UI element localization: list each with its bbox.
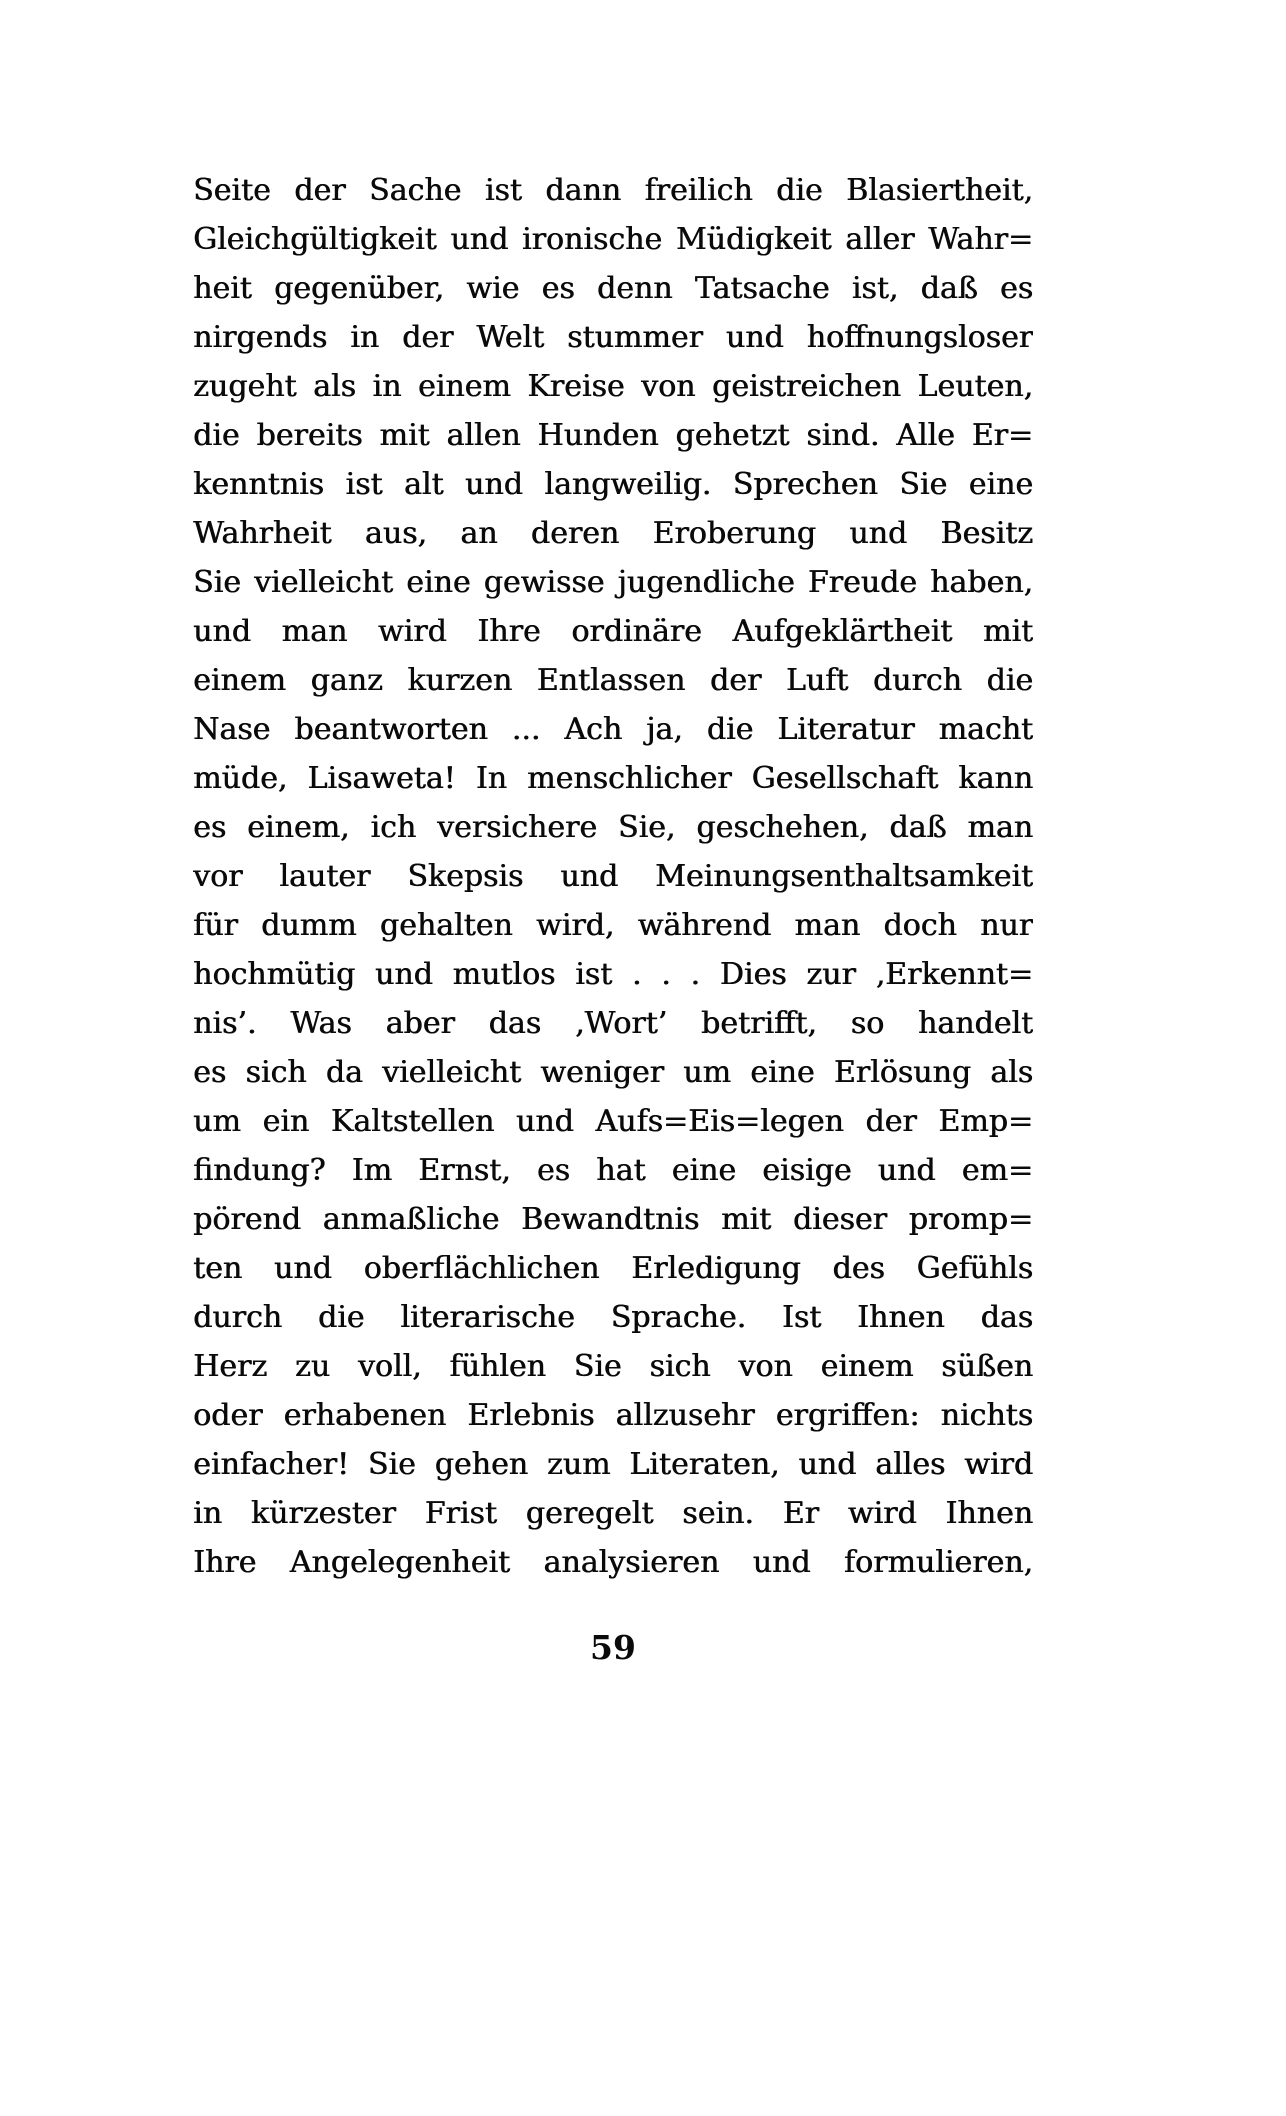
text-line: durch die literarische Sprache. Ist Ihnen das: [193, 1300, 1033, 1335]
text-line: es sich da vielleicht weniger um eine Erlösung als: [193, 1055, 1033, 1090]
text-line: Nase beantworten ... Ach ja, die Literatur macht: [193, 712, 1033, 747]
text-line: und man wird Ihre ordinäre Aufgeklärtheit mit: [193, 614, 1033, 649]
text-line: nirgends in der Welt stummer und hoffnungsloser: [193, 320, 1033, 355]
text-line: einfacher! Sie gehen zum Literaten, und alles wird: [193, 1447, 1033, 1482]
text-line: die bereits mit allen Hunden gehetzt sind. Alle Er=: [193, 418, 1033, 453]
text-line: findung? Im Ernst, es hat eine eisige und em=: [193, 1153, 1033, 1188]
text-line: pörend anmaßliche Bewandtnis mit dieser promp=: [193, 1202, 1033, 1237]
text-line: Sie vielleicht eine gewisse jugendliche Freude haben,: [193, 565, 1033, 600]
text-line: Ihre Angelegenheit analysieren und formulieren,: [193, 1545, 1033, 1580]
text-line: einem ganz kurzen Entlassen der Luft durch die: [193, 663, 1033, 698]
text-line: zugeht als in einem Kreise von geistreichen Leuten,: [193, 369, 1033, 404]
text-line: nis’. Was aber das ‚Wort’ betrifft, so handelt: [193, 1006, 1033, 1041]
text-line: es einem, ich versichere Sie, geschehen, daß man: [193, 810, 1033, 845]
text-line: um ein Kaltstellen und Aufs=Eis=legen der Emp=: [193, 1104, 1033, 1139]
text-line: kenntnis ist alt und langweilig. Sprechen Sie eine: [193, 467, 1033, 502]
text-line: oder erhabenen Erlebnis allzusehr ergriffen: nichts: [193, 1398, 1033, 1433]
text-line: vor lauter Skepsis und Meinungsenthaltsamkeit: [193, 859, 1033, 894]
text-line: müde, Lisaweta! In menschlicher Gesellschaft kann: [193, 761, 1033, 796]
text-line: ten und oberflächlichen Erledigung des Gefühls: [193, 1251, 1033, 1286]
text-line: Herz zu voll, fühlen Sie sich von einem süßen: [193, 1349, 1033, 1384]
body-text: [193, 166, 1033, 1587]
text-line: Wahrheit aus, an deren Eroberung und Besitz: [193, 516, 1033, 551]
text-line: Seite der Sache ist dann freilich die Blasiertheit,: [193, 173, 1033, 208]
text-line: Gleichgültigkeit und ironische Müdigkeit aller Wahr=: [193, 222, 1033, 257]
text-line: für dumm gehalten wird, während man doch nur: [193, 908, 1033, 943]
text-line: in kürzester Frist geregelt sein. Er wird Ihnen: [193, 1496, 1033, 1531]
text-line: heit gegenüber, wie es denn Tatsache ist, daß es: [193, 271, 1033, 306]
page-number: 59: [590, 1628, 636, 1667]
text-line: hochmütig und mutlos ist . . . Dies zur ‚Erkennt=: [193, 957, 1033, 992]
